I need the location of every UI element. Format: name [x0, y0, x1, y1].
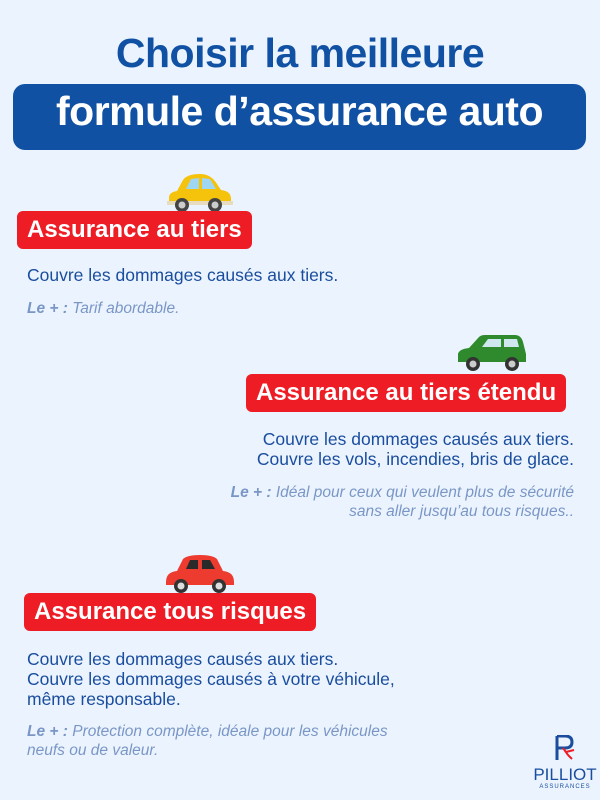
section-plus-tiers-etendu [231, 483, 574, 521]
plus-prefix: Le + : [230, 484, 272, 501]
plus-text: Idéal pour ceux qui veulent plus de sécurité [275, 484, 574, 501]
pilliot-logo [530, 735, 600, 790]
desc-line: Couvre les dommages causés aux tiers. [27, 265, 339, 285]
logo-name: PILLIOT [533, 765, 597, 784]
section-desc-tiers [27, 265, 338, 285]
plus-text: neufs ou de valeur. [27, 742, 159, 759]
desc-line: même responsable. [27, 689, 181, 709]
desc-line: Couvre les dommages causés à votre véhicule, [27, 669, 395, 689]
section-label-tous-risques: Assurance tous risques [24, 593, 316, 631]
desc-line: Couvre les dommages causés aux tiers. [27, 649, 339, 669]
plus-prefix: Le + : [27, 300, 68, 317]
plus-prefix: Le + : [27, 723, 68, 740]
title-line-1: Choisir la meilleure [115, 30, 485, 76]
plus-text: sans aller jusqu’au tous risques.. [349, 503, 574, 520]
section-desc-tous-risques [27, 649, 395, 709]
section-desc-tiers-etendu [257, 429, 574, 469]
desc-line: Couvre les vols, incendies, bris de glace. [256, 449, 574, 469]
title-line-2: formule d’assurance auto [56, 88, 543, 134]
section-label-tiers: Assurance au tiers [17, 211, 252, 249]
logo-sub: ASSURANCES [539, 784, 591, 790]
yellow-car-icon [165, 172, 235, 214]
green-car-icon [455, 332, 529, 374]
plus-text: Tarif abordable. [72, 300, 180, 317]
plus-text: Protection complète, idéale pour les véhicules [72, 723, 388, 740]
desc-line: Couvre les dommages causés aux tiers. [262, 429, 574, 449]
red-car-icon [163, 552, 237, 596]
section-plus-tiers [27, 299, 179, 318]
section-label-tiers-etendu: Assurance au tiers étendu [246, 374, 566, 412]
section-plus-tous-risques [27, 722, 388, 760]
logo-mark-icon [554, 735, 576, 761]
